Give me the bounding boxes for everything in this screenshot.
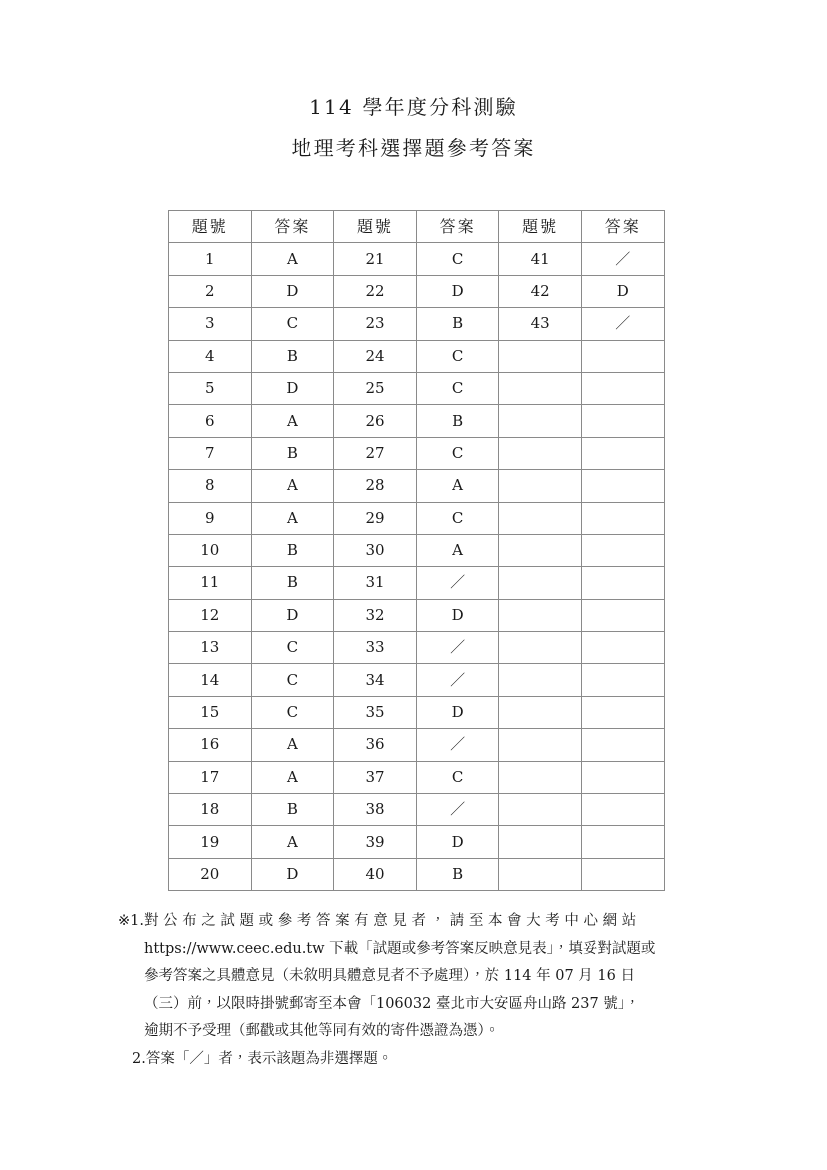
- table-cell-empty: [581, 340, 664, 372]
- table-cell-answer: C: [251, 664, 334, 696]
- table-row: [169, 794, 665, 826]
- table-cell-empty: [499, 405, 582, 437]
- footnote-item-1: [118, 908, 738, 1046]
- table-cell-question-number: 8: [169, 470, 252, 502]
- table-header-row: [169, 211, 665, 243]
- table-cell-question-number: 16: [169, 729, 252, 761]
- table-cell-empty: [581, 729, 664, 761]
- header-answer-3: 答案: [581, 211, 664, 243]
- answer-table-body: [169, 243, 665, 891]
- header-question-2: 題號: [334, 211, 417, 243]
- table-cell-question-number: 36: [334, 729, 417, 761]
- table-cell-answer: D: [416, 599, 499, 631]
- table-cell-empty: [499, 470, 582, 502]
- table-cell-question-number: 29: [334, 502, 417, 534]
- table-cell-answer: B: [251, 437, 334, 469]
- table-cell-answer: C: [416, 340, 499, 372]
- table-row: [169, 308, 665, 340]
- table-row: [169, 534, 665, 566]
- table-cell-question-number: 24: [334, 340, 417, 372]
- table-cell-answer: ／: [581, 243, 664, 275]
- table-cell-answer: D: [251, 372, 334, 404]
- table-cell-empty: [581, 502, 664, 534]
- table-cell-question-number: 39: [334, 826, 417, 858]
- table-cell-empty: [499, 858, 582, 890]
- table-cell-question-number: 38: [334, 794, 417, 826]
- table-cell-answer: B: [251, 340, 334, 372]
- table-cell-question-number: 10: [169, 534, 252, 566]
- table-cell-empty: [499, 502, 582, 534]
- answer-table: [168, 210, 665, 891]
- table-cell-question-number: 35: [334, 696, 417, 728]
- table-cell-question-number: 19: [169, 826, 252, 858]
- table-row: [169, 243, 665, 275]
- table-cell-empty: [499, 437, 582, 469]
- table-cell-answer: C: [251, 696, 334, 728]
- table-cell-answer: B: [251, 534, 334, 566]
- table-cell-answer: C: [416, 437, 499, 469]
- table-cell-empty: [581, 696, 664, 728]
- table-cell-question-number: 41: [499, 243, 582, 275]
- table-cell-question-number: 34: [334, 664, 417, 696]
- table-cell-empty: [499, 729, 582, 761]
- table-cell-answer: D: [416, 275, 499, 307]
- table-row: [169, 502, 665, 534]
- footnote-1-body: [144, 908, 738, 1046]
- table-cell-empty: [581, 632, 664, 664]
- table-cell-answer: D: [251, 599, 334, 631]
- table-cell-empty: [581, 470, 664, 502]
- table-cell-empty: [499, 372, 582, 404]
- table-cell-question-number: 3: [169, 308, 252, 340]
- table-cell-empty: [581, 567, 664, 599]
- table-cell-empty: [499, 794, 582, 826]
- table-cell-empty: [499, 632, 582, 664]
- header-question-3: 題號: [499, 211, 582, 243]
- table-cell-question-number: 6: [169, 405, 252, 437]
- table-cell-question-number: 37: [334, 761, 417, 793]
- table-cell-answer: ／: [416, 794, 499, 826]
- table-cell-answer: C: [251, 632, 334, 664]
- table-row: [169, 761, 665, 793]
- header-question-1: 題號: [169, 211, 252, 243]
- table-cell-empty: [499, 664, 582, 696]
- table-cell-answer: A: [416, 470, 499, 502]
- footnote-item-2: [132, 1046, 738, 1074]
- table-cell-empty: [499, 599, 582, 631]
- table-row: [169, 632, 665, 664]
- table-cell-answer: B: [251, 794, 334, 826]
- table-cell-empty: [581, 664, 664, 696]
- footnote-2-marker: 2.: [132, 1050, 146, 1067]
- table-row: [169, 729, 665, 761]
- table-cell-answer: A: [251, 826, 334, 858]
- table-cell-answer: ／: [416, 664, 499, 696]
- table-cell-question-number: 23: [334, 308, 417, 340]
- table-cell-empty: [499, 340, 582, 372]
- table-cell-answer: B: [416, 858, 499, 890]
- table-cell-question-number: 13: [169, 632, 252, 664]
- table-row: [169, 437, 665, 469]
- table-cell-empty: [499, 534, 582, 566]
- answer-table-container: [168, 210, 664, 891]
- table-cell-question-number: 43: [499, 308, 582, 340]
- table-cell-question-number: 25: [334, 372, 417, 404]
- table-cell-empty: [581, 858, 664, 890]
- footnote-1-line-4: （三）前，以限時掛號郵寄至本會「106032 臺北市大安區舟山路 237 號」，: [143, 995, 640, 1012]
- table-row: [169, 470, 665, 502]
- table-cell-answer: ／: [416, 567, 499, 599]
- table-cell-answer: A: [251, 405, 334, 437]
- table-cell-question-number: 14: [169, 664, 252, 696]
- table-cell-question-number: 31: [334, 567, 417, 599]
- table-cell-question-number: 17: [169, 761, 252, 793]
- table-cell-question-number: 12: [169, 599, 252, 631]
- table-cell-question-number: 40: [334, 858, 417, 890]
- table-cell-empty: [581, 437, 664, 469]
- footnote-1-line-2: https://www.ceec.edu.tw 下載「試題或參考答案反映意見表」，填妥對試題或: [143, 940, 656, 957]
- table-row: [169, 858, 665, 890]
- table-cell-question-number: 5: [169, 372, 252, 404]
- title-subject: 地理考科選擇題參考答案: [291, 136, 536, 160]
- table-cell-empty: [581, 405, 664, 437]
- table-cell-question-number: 21: [334, 243, 417, 275]
- table-cell-question-number: 15: [169, 696, 252, 728]
- table-row: [169, 696, 665, 728]
- footnote-1-line-3: 參考答案之具體意見（未敘明具體意見者不予處理），於 114 年 07 月 16 日: [143, 968, 635, 984]
- table-cell-question-number: 2: [169, 275, 252, 307]
- table-cell-answer: B: [416, 308, 499, 340]
- table-row: [169, 275, 665, 307]
- table-cell-empty: [581, 761, 664, 793]
- title-exam-year: 114 學年度分科測驗: [309, 95, 518, 119]
- table-cell-question-number: 11: [169, 567, 252, 599]
- table-cell-answer: C: [416, 372, 499, 404]
- table-cell-question-number: 18: [169, 794, 252, 826]
- footnotes: [118, 908, 738, 1073]
- table-cell-answer: A: [416, 534, 499, 566]
- table-cell-question-number: 33: [334, 632, 417, 664]
- table-cell-question-number: 9: [169, 502, 252, 534]
- table-cell-answer: C: [416, 761, 499, 793]
- table-cell-empty: [581, 534, 664, 566]
- header-answer-2: 答案: [416, 211, 499, 243]
- footnote-1-marker: ※1.: [118, 913, 144, 929]
- table-cell-answer: D: [416, 696, 499, 728]
- table-row: [169, 405, 665, 437]
- table-cell-answer: C: [251, 308, 334, 340]
- table-cell-question-number: 4: [169, 340, 252, 372]
- table-row: [169, 340, 665, 372]
- table-cell-question-number: 27: [334, 437, 417, 469]
- table-cell-empty: [581, 599, 664, 631]
- table-cell-question-number: 32: [334, 599, 417, 631]
- table-cell-answer: D: [416, 826, 499, 858]
- table-cell-question-number: 30: [334, 534, 417, 566]
- table-cell-empty: [581, 794, 664, 826]
- table-cell-empty: [499, 696, 582, 728]
- table-cell-answer: D: [581, 275, 664, 307]
- footnote-1-line-5: 逾期不予受理（郵戳或其他等同有效的寄件憑證為憑）。: [143, 1023, 500, 1039]
- table-cell-answer: A: [251, 243, 334, 275]
- table-row: [169, 599, 665, 631]
- table-cell-answer: D: [251, 275, 334, 307]
- table-cell-answer: ／: [416, 729, 499, 761]
- table-cell-answer: A: [251, 470, 334, 502]
- table-cell-answer: D: [251, 858, 334, 890]
- table-row: [169, 567, 665, 599]
- table-cell-question-number: 28: [334, 470, 417, 502]
- table-cell-answer: ／: [581, 308, 664, 340]
- table-cell-empty: [581, 372, 664, 404]
- table-cell-question-number: 1: [169, 243, 252, 275]
- table-cell-question-number: 7: [169, 437, 252, 469]
- table-cell-answer: A: [251, 729, 334, 761]
- footnote-1-line-1: 對 公 布 之 試 題 或 參 考 答 案 有 意 見 者 ， 請 至 本 會 大 考 中 心 網 站: [143, 913, 637, 929]
- table-cell-answer: ／: [416, 632, 499, 664]
- table-cell-empty: [581, 826, 664, 858]
- table-cell-answer: A: [251, 761, 334, 793]
- table-cell-question-number: 42: [499, 275, 582, 307]
- table-cell-answer: C: [416, 502, 499, 534]
- table-cell-answer: C: [416, 243, 499, 275]
- table-cell-answer: B: [251, 567, 334, 599]
- table-cell-empty: [499, 567, 582, 599]
- header-answer-1: 答案: [251, 211, 334, 243]
- table-row: [169, 372, 665, 404]
- table-row: [169, 664, 665, 696]
- footnote-2-body: 答案「／」者，表示該題為非選擇題。: [145, 1050, 393, 1067]
- table-cell-answer: A: [251, 502, 334, 534]
- table-row: [169, 826, 665, 858]
- table-cell-question-number: 22: [334, 275, 417, 307]
- table-cell-question-number: 20: [169, 858, 252, 890]
- table-cell-empty: [499, 761, 582, 793]
- table-cell-question-number: 26: [334, 405, 417, 437]
- table-cell-answer: B: [416, 405, 499, 437]
- table-cell-empty: [499, 826, 582, 858]
- page-title: [0, 92, 827, 163]
